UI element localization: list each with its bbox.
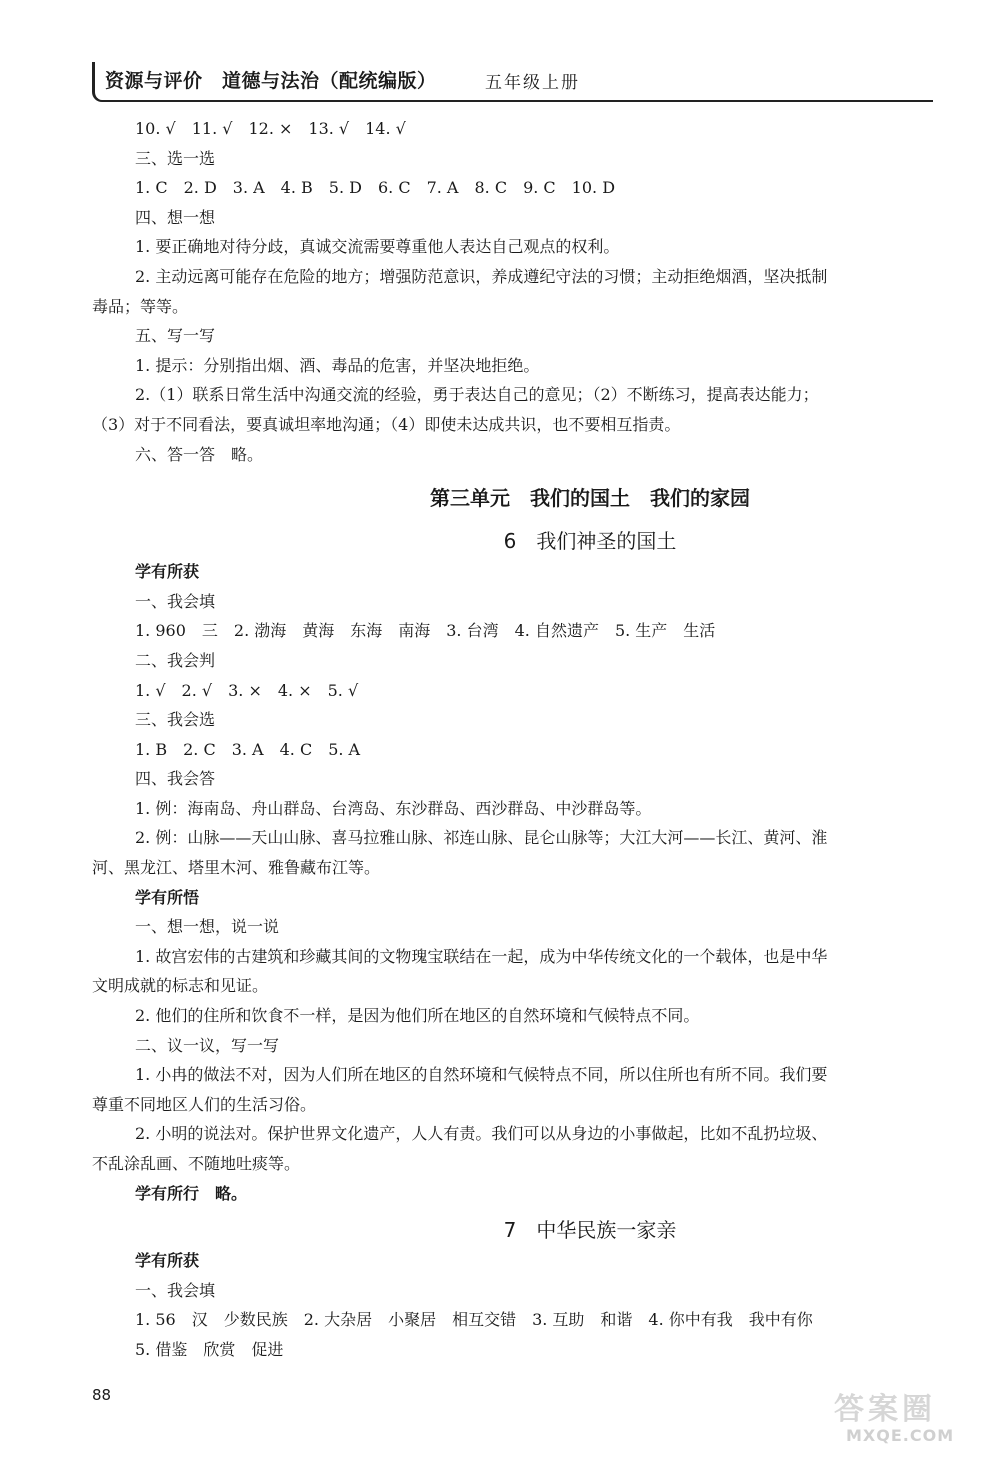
question-heading: 一、我会填 [135, 1280, 216, 1300]
answer-line: 1. 960 三 2. 渤海 黄海 东海 南海 3. 台湾 4. 自然遗产 5. 生产 生活 [135, 621, 716, 641]
section-heading: 学有所获 [135, 1251, 200, 1271]
answer-line: 1. 提示：分别指出烟、酒、毒品的危害，并坚决地拒绝。 [135, 355, 540, 375]
answer-line: 10. √ 11. √ 12. × 13. √ 14. √ [135, 119, 406, 138]
section-heading: 学有所获 [135, 562, 200, 582]
answer-line: 5. 借鉴 欣赏 促进 [135, 1339, 284, 1359]
question-heading: 三、我会选 [135, 710, 216, 730]
question-heading: 二、议一议，写一写 [135, 1035, 280, 1055]
answer-line: 毒品；等等。 [92, 296, 189, 316]
answer-line: 尊重不同地区人们的生活习俗。 [92, 1094, 317, 1114]
answer-line: 2. 小明的说法对。保护世界文化遗产，人人有责。我们可以从身边的小事做起，比如不乱扔垃圾、 [135, 1124, 828, 1144]
section-heading: 学有所悟 [135, 887, 200, 907]
answers-previous-unit [92, 114, 938, 469]
question-heading: 一、我会填 [135, 591, 216, 611]
question-heading: 四、想一想 [135, 207, 216, 227]
lesson-7-title: 7 中华民族一家亲 [503, 1218, 677, 1243]
answer-line: 河、黑龙江、塔里木河、雅鲁藏布江等。 [92, 858, 381, 878]
answer-content [92, 114, 938, 1365]
answer-line: （3）对于不同看法，要真诚坦率地沟通；（4）即使未达成共识，也不要相互指责。 [92, 414, 681, 434]
watermark-url: MXQE.COM [846, 1426, 955, 1445]
page-header [92, 62, 933, 102]
answer-line: 文明成就的标志和见证。 [92, 976, 269, 996]
question-heading: 六、答一答 略。 [135, 444, 264, 464]
grade-label: 五年级上册 [485, 73, 580, 93]
answer-line: 2.（1）联系日常生活中沟通交流的经验，勇于表达自己的意见；（2）不断练习，提高表达能力； [135, 385, 819, 405]
answer-line: 不乱涂乱画、不随地吐痰等。 [92, 1154, 301, 1173]
watermark-logo [828, 1384, 988, 1452]
page-number: 88 [92, 1386, 112, 1404]
answer-line: 2. 例：山脉——天山山脉、喜马拉雅山脉、祁连山脉、昆仑山脉等；大江大河——长江、黄河、淮 [135, 828, 828, 848]
book-title: 资源与评价 道德与法治（配统编版） [105, 70, 437, 92]
question-heading: 一、想一想，说一说 [135, 917, 280, 937]
answer-line: 2. 主动远离可能存在危险的地方；增强防范意识，养成遵纪守法的习惯；主动拒绝烟酒，坚决抵制 [135, 266, 828, 286]
lesson-6-title: 6 我们神圣的国土 [503, 529, 677, 554]
question-heading: 四、我会答 [135, 769, 216, 789]
answer-line: 1. 小冉的做法不对，因为人们所在地区的自然环境和气候特点不同，所以住所也有所不同。我们要 [135, 1065, 828, 1085]
question-heading: 二、我会判 [135, 650, 216, 670]
answer-line: 1. B 2. C 3. A 4. C 5. A [135, 739, 361, 759]
answer-line: 1. 要正确地对待分歧，真诚交流需要尊重他人表达自己观点的权利。 [135, 237, 620, 257]
watermark-text: 答案圈 [834, 1392, 936, 1427]
question-heading: 五、写一写 [135, 326, 216, 346]
answer-line: 1. 故宫宏伟的古建筑和珍藏其间的文物瑰宝联结在一起，成为中华传统文化的一个载体，也是中华 [135, 946, 828, 966]
answer-line: 1. C 2. D 3. A 4. B 5. D 6. C 7. A 8. C 9. C 10. D [135, 178, 616, 198]
section-heading: 学有所行 略。 [135, 1183, 248, 1203]
answer-line: 1. 例：海南岛、舟山群岛、台湾岛、东沙群岛、西沙群岛、中沙群岛等。 [135, 798, 652, 818]
answer-line: 1. 56 汉 少数民族 2. 大杂居 小聚居 相互交错 3. 互助 和谐 4. 你中有我 我中有你 [135, 1310, 813, 1330]
unit-title: 第三单元 我们的国土 我们的家园 [430, 486, 750, 511]
answers-lesson-7 [92, 1246, 938, 1364]
answer-line: 2. 他们的住所和饮食不一样，是因为他们所在地区的自然环境和气候特点不同。 [135, 1006, 700, 1026]
answer-line: 1. √ 2. √ 3. × 4. × 5. √ [135, 680, 359, 700]
answers-lesson-6 [92, 557, 938, 1208]
question-heading: 三、选一选 [135, 148, 216, 168]
